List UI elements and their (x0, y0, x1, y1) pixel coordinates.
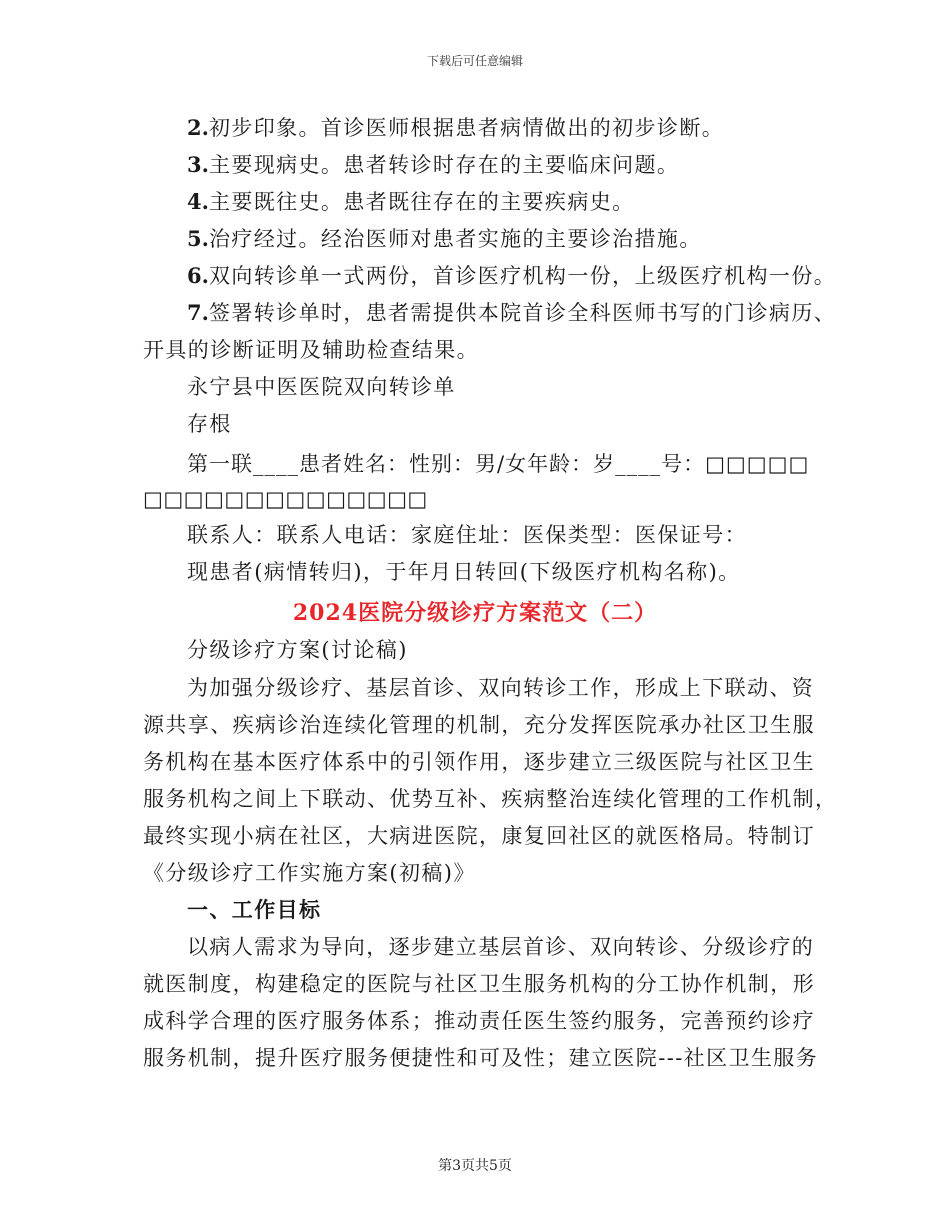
item-text: 主要既往史。患者既往存在的主要疾病史。 (208, 190, 635, 214)
item-number: 2. (187, 115, 209, 140)
form-line-return: 现患者(病情转归)，于年月日转回(下级医疗机构名称)。 (187, 560, 741, 584)
paragraph-line: 服务机制，提升医疗服务便捷性和可及性；建立医院---社区卫生服务 (143, 1046, 819, 1070)
item-number: 7. (187, 300, 209, 325)
list-item (187, 190, 635, 214)
item-number: 5. (187, 226, 209, 251)
section-title: 2024医院分级诊疗方案范文（二） (292, 600, 658, 626)
list-item (187, 153, 679, 177)
list-item (187, 227, 702, 251)
form-line-patient: 第一联____患者姓名：性别：男/女年龄：岁____号：□□□□□ (187, 452, 810, 476)
paragraph-line: 就医制度，构建稳定的医院与社区卫生服务机构的分工协作机制，形 (143, 972, 815, 996)
item-number: 6. (187, 263, 209, 288)
form-stub-label: 存根 (187, 412, 232, 436)
paragraph-line: 《分级诊疗工作实施方案(初稿)》 (143, 861, 476, 885)
paragraph-line: 成科学合理的医疗服务体系；推动责任医生签约服务，完善预约诊疗 (143, 1009, 815, 1033)
page-footer: 第3页共5页 (438, 1158, 512, 1174)
item-text: 双向转诊单一式两份，首诊医疗机构一份，上级医疗机构一份。 (208, 264, 837, 288)
page-header: 下载后可任意编辑 (426, 54, 523, 68)
item-text: 治疗经过。经治医师对患者实施的主要诊治措施。 (208, 227, 702, 251)
paragraph-line: 服务机构之间上下联动、优势互补、疾病整治连续化管理的工作机制， (143, 787, 838, 811)
item-text: 主要现病史。患者转诊时存在的主要临床问题。 (208, 153, 680, 177)
paragraph-line: 以病人需求为导向，逐步建立基层首诊、双向转诊、分级诊疗的 (187, 935, 815, 959)
item-number: 3. (187, 152, 209, 177)
item-text: 初步印象。首诊医师根据患者病情做出的初步诊断。 (208, 116, 725, 140)
item-text: 签署转诊单时，患者需提供本院首诊全科医师书写的门诊病历、 (208, 301, 837, 325)
paragraph-line: 务机构在基本医疗体系中的引领作用，逐步建立三级医院与社区卫生 (143, 750, 815, 774)
list-item (187, 116, 724, 140)
paragraph-line: 最终实现小病在社区，大病进医院，康复回社区的就医格局。特制订 (143, 824, 815, 848)
list-item (187, 301, 836, 325)
paragraph-line: 源共享、疾病诊治连续化管理的机制，充分发挥医院承办社区卫生服 (143, 713, 815, 737)
form-line-contact: 联系人：联系人电话：家庭住址：医保类型：医保证号： (187, 523, 747, 547)
list-item-continuation: 开具的诊断证明及辅助检查结果。 (143, 338, 479, 362)
paragraph-line: 为加强分级诊疗、基层首诊、双向转诊工作，形成上下联动、资 (187, 676, 815, 700)
list-item (187, 264, 836, 288)
form-line-boxes: □□□□□□□□□□□□□□ (143, 487, 428, 511)
form-hospital-title: 永宁县中医医院双向转诊单 (187, 375, 456, 399)
subtitle: 分级诊疗方案(讨论稿) (187, 638, 408, 662)
section-heading: 一、工作目标 (187, 897, 322, 922)
item-number: 4. (187, 189, 209, 214)
